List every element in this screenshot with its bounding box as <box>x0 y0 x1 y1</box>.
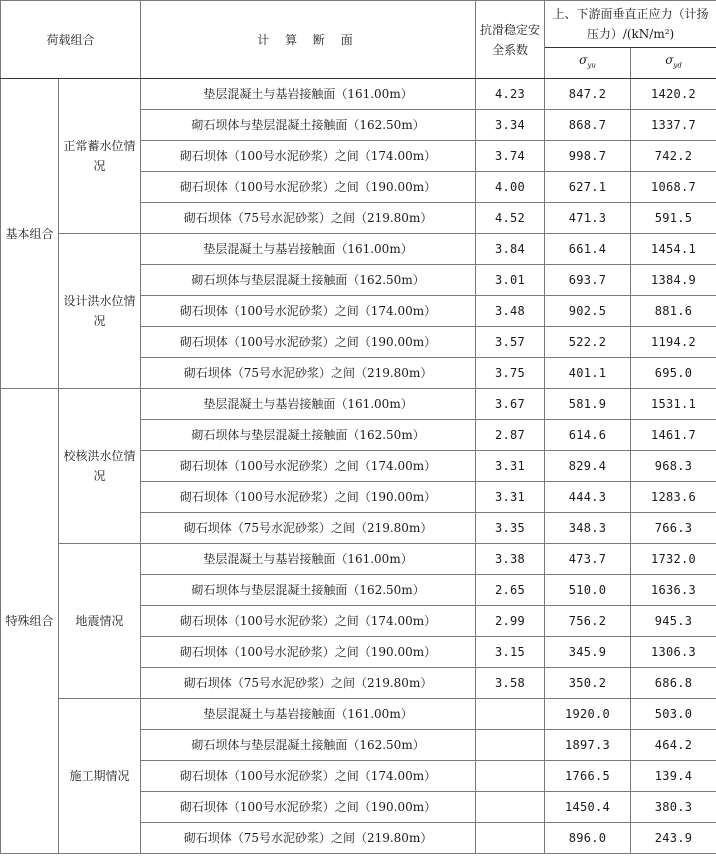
header-sigma-yu <box>545 48 631 79</box>
sigma-yu-cell: 902.5 <box>545 296 631 327</box>
safety-factor-cell: 3.35 <box>476 513 545 544</box>
section-cell: 砌石坝体与垫层混凝土接触面（162.50m） <box>141 265 476 296</box>
sigma-yu-cell: 348.3 <box>545 513 631 544</box>
sigma-yd-cell: 742.2 <box>631 141 716 172</box>
sigma-yd-cell: 1531.1 <box>631 389 716 420</box>
safety-factor-cell: 4.52 <box>476 203 545 234</box>
table-row <box>1 699 716 730</box>
sigma-yu-symbol: σ <box>579 53 588 68</box>
sigma-yd-cell: 1732.0 <box>631 544 716 575</box>
section-cell: 砌石坝体与垫层混凝土接触面（162.50m） <box>141 730 476 761</box>
sigma-yd-cell: 1420.2 <box>631 79 716 110</box>
header-section: 计 算 断 面 <box>141 1 476 79</box>
section-cell: 砌石坝体（75号水泥砂浆）之间（219.80m） <box>141 668 476 699</box>
section-cell: 砌石坝体（75号水泥砂浆）之间（219.80m） <box>141 203 476 234</box>
table-row <box>1 79 716 110</box>
sigma-yd-cell: 503.0 <box>631 699 716 730</box>
safety-factor-cell: 3.31 <box>476 451 545 482</box>
sigma-yd-cell: 1337.7 <box>631 110 716 141</box>
table-row <box>1 544 716 575</box>
sigma-yd-cell: 968.3 <box>631 451 716 482</box>
header-row-1 <box>1 1 716 48</box>
safety-factor-cell: 3.34 <box>476 110 545 141</box>
safety-factor-cell: 3.01 <box>476 265 545 296</box>
sigma-yd-cell: 1068.7 <box>631 172 716 203</box>
header-stress: 上、下游面垂直正应力（计扬压力）/(kN/m²) <box>545 1 716 48</box>
sigma-yd-cell: 1283.6 <box>631 482 716 513</box>
sigma-yu-cell: 471.3 <box>545 203 631 234</box>
safety-factor-cell: 3.67 <box>476 389 545 420</box>
safety-factor-cell: 4.23 <box>476 79 545 110</box>
safety-factor-cell: 3.38 <box>476 544 545 575</box>
section-cell: 砌石坝体（75号水泥砂浆）之间（219.80m） <box>141 513 476 544</box>
sigma-yu-cell: 1920.0 <box>545 699 631 730</box>
load-group-cell: 特殊组合 <box>1 389 59 854</box>
table-row <box>1 234 716 265</box>
section-cell: 砌石坝体（100号水泥砂浆）之间（174.00m） <box>141 606 476 637</box>
sigma-yu-cell: 1766.5 <box>545 761 631 792</box>
sigma-yu-cell: 510.0 <box>545 575 631 606</box>
sigma-yu-cell: 896.0 <box>545 823 631 854</box>
sigma-yd-cell: 1461.7 <box>631 420 716 451</box>
sigma-yd-cell: 591.5 <box>631 203 716 234</box>
safety-factor-cell: 2.87 <box>476 420 545 451</box>
safety-factor-cell <box>476 761 545 792</box>
sigma-yu-cell: 847.2 <box>545 79 631 110</box>
sigma-yu-cell: 401.1 <box>545 358 631 389</box>
sigma-yu-cell: 998.7 <box>545 141 631 172</box>
sigma-yd-subscript: yd <box>673 61 682 70</box>
section-cell: 砌石坝体（100号水泥砂浆）之间（174.00m） <box>141 761 476 792</box>
section-cell: 垫层混凝土与基岩接触面（161.00m） <box>141 699 476 730</box>
sigma-yd-symbol: σ <box>665 53 674 68</box>
sigma-yd-cell: 695.0 <box>631 358 716 389</box>
section-cell: 砌石坝体与垫层混凝土接触面（162.50m） <box>141 575 476 606</box>
section-cell: 砌石坝体（100号水泥砂浆）之间（190.00m） <box>141 792 476 823</box>
safety-factor-cell <box>476 699 545 730</box>
section-cell: 垫层混凝土与基岩接触面（161.00m） <box>141 79 476 110</box>
sigma-yd-cell: 1306.3 <box>631 637 716 668</box>
sigma-yu-cell: 522.2 <box>545 327 631 358</box>
safety-factor-cell: 3.58 <box>476 668 545 699</box>
condition-cell: 校核洪水位情况 <box>59 389 141 544</box>
section-cell: 垫层混凝土与基岩接触面（161.00m） <box>141 389 476 420</box>
section-cell: 砌石坝体与垫层混凝土接触面（162.50m） <box>141 420 476 451</box>
section-cell: 垫层混凝土与基岩接触面（161.00m） <box>141 234 476 265</box>
safety-factor-cell: 4.00 <box>476 172 545 203</box>
sigma-yd-cell: 243.9 <box>631 823 716 854</box>
table-row <box>1 389 716 420</box>
condition-cell: 设计洪水位情况 <box>59 234 141 389</box>
sigma-yd-cell: 881.6 <box>631 296 716 327</box>
section-cell: 砌石坝体（100号水泥砂浆）之间（190.00m） <box>141 327 476 358</box>
header-load-combination: 荷载组合 <box>1 1 141 79</box>
sigma-yd-cell: 139.4 <box>631 761 716 792</box>
section-cell: 垫层混凝土与基岩接触面（161.00m） <box>141 544 476 575</box>
section-cell: 砌石坝体（100号水泥砂浆）之间（190.00m） <box>141 172 476 203</box>
section-cell: 砌石坝体（100号水泥砂浆）之间（190.00m） <box>141 637 476 668</box>
sigma-yu-cell: 693.7 <box>545 265 631 296</box>
sigma-yd-cell: 766.3 <box>631 513 716 544</box>
safety-factor-cell: 3.84 <box>476 234 545 265</box>
sigma-yu-cell: 345.9 <box>545 637 631 668</box>
sigma-yd-cell: 1454.1 <box>631 234 716 265</box>
condition-cell: 地震情况 <box>59 544 141 699</box>
section-cell: 砌石坝体（100号水泥砂浆）之间（190.00m） <box>141 482 476 513</box>
safety-factor-cell: 2.65 <box>476 575 545 606</box>
sigma-yd-cell: 1384.9 <box>631 265 716 296</box>
condition-cell: 施工期情况 <box>59 699 141 854</box>
safety-factor-cell <box>476 730 545 761</box>
section-cell: 砌石坝体（100号水泥砂浆）之间（174.00m） <box>141 141 476 172</box>
safety-factor-cell: 3.57 <box>476 327 545 358</box>
condition-cell: 正常蓄水位情况 <box>59 79 141 234</box>
section-cell: 砌石坝体（75号水泥砂浆）之间（219.80m） <box>141 823 476 854</box>
sigma-yd-cell: 1194.2 <box>631 327 716 358</box>
sigma-yu-subscript: yu <box>587 61 596 70</box>
safety-factor-cell: 3.31 <box>476 482 545 513</box>
sigma-yd-cell: 380.3 <box>631 792 716 823</box>
sigma-yd-cell: 1636.3 <box>631 575 716 606</box>
sigma-yu-cell: 581.9 <box>545 389 631 420</box>
sigma-yu-cell: 1897.3 <box>545 730 631 761</box>
sigma-yu-cell: 473.7 <box>545 544 631 575</box>
safety-factor-cell: 3.75 <box>476 358 545 389</box>
sigma-yd-cell: 945.3 <box>631 606 716 637</box>
section-cell: 砌石坝体（100号水泥砂浆）之间（174.00m） <box>141 451 476 482</box>
sigma-yd-cell: 686.8 <box>631 668 716 699</box>
sigma-yd-cell: 464.2 <box>631 730 716 761</box>
sigma-yu-cell: 829.4 <box>545 451 631 482</box>
sigma-yu-cell: 756.2 <box>545 606 631 637</box>
sigma-yu-cell: 444.3 <box>545 482 631 513</box>
safety-factor-cell: 3.74 <box>476 141 545 172</box>
sigma-yu-cell: 350.2 <box>545 668 631 699</box>
safety-factor-cell <box>476 823 545 854</box>
safety-factor-cell: 3.48 <box>476 296 545 327</box>
sigma-yu-cell: 1450.4 <box>545 792 631 823</box>
safety-factor-cell <box>476 792 545 823</box>
safety-factor-cell: 3.15 <box>476 637 545 668</box>
load-group-cell: 基本组合 <box>1 79 59 389</box>
sigma-yu-cell: 614.6 <box>545 420 631 451</box>
sigma-yu-cell: 627.1 <box>545 172 631 203</box>
section-cell: 砌石坝体与垫层混凝土接触面（162.50m） <box>141 110 476 141</box>
section-cell: 砌石坝体（75号水泥砂浆）之间（219.80m） <box>141 358 476 389</box>
section-cell: 砌石坝体（100号水泥砂浆）之间（174.00m） <box>141 296 476 327</box>
header-safety-factor: 抗滑稳定安全系数 <box>476 1 545 79</box>
header-sigma-yd <box>631 48 716 79</box>
safety-factor-cell: 2.99 <box>476 606 545 637</box>
sigma-yu-cell: 868.7 <box>545 110 631 141</box>
table-body <box>1 79 716 854</box>
sigma-yu-cell: 661.4 <box>545 234 631 265</box>
